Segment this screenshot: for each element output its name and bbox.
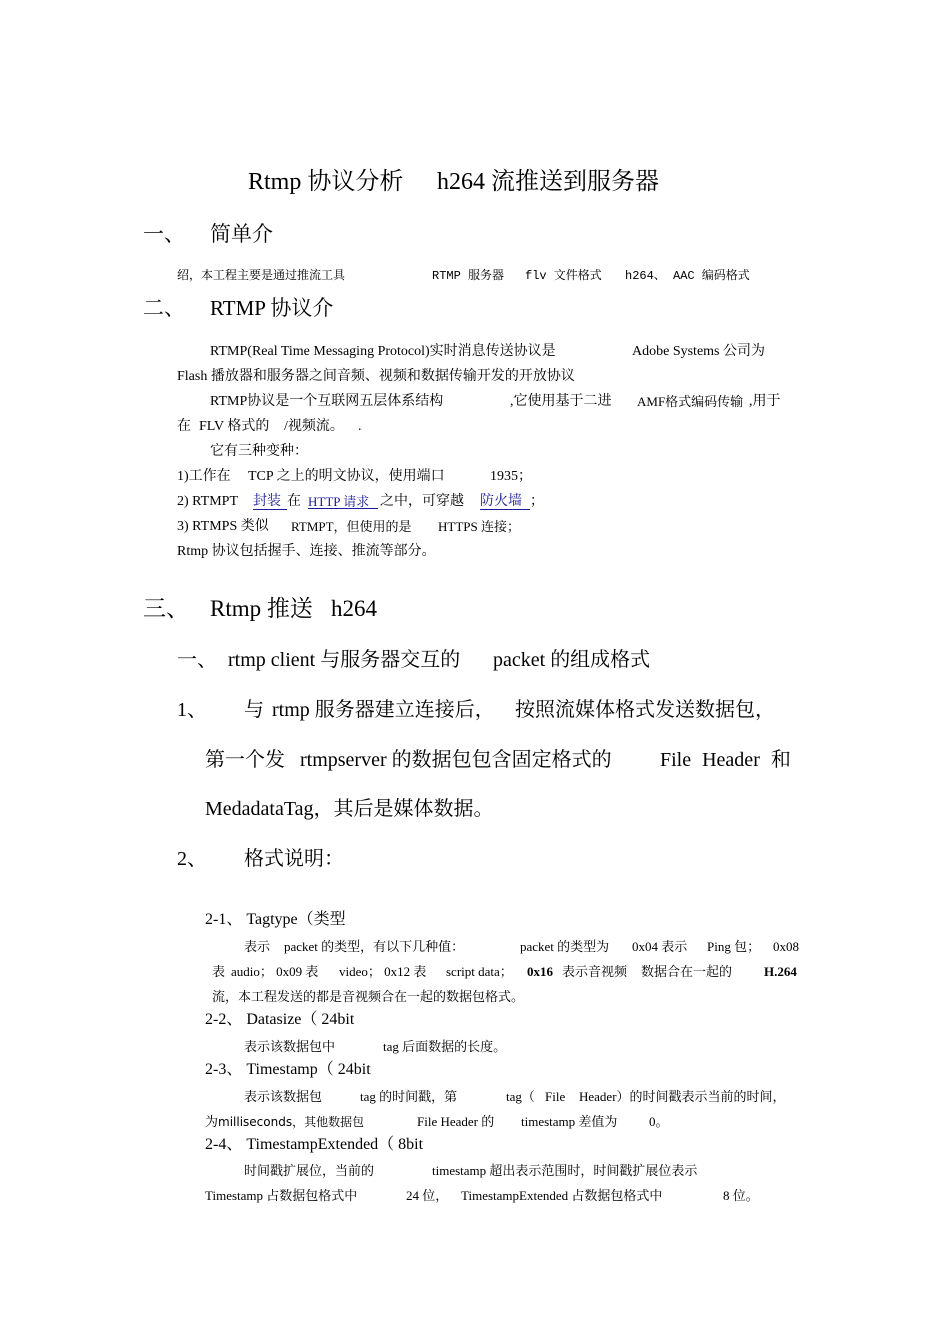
- doc-title-part2: h264 流推送到服务器: [437, 169, 659, 195]
- field3-l2-d: timestamp 差值为: [521, 1114, 618, 1129]
- field1-l2-c: video； 0x12 表: [339, 964, 427, 979]
- item2-number: 2、: [177, 848, 207, 870]
- sub1-text-b: packet 的组成格式: [493, 649, 651, 671]
- variant2-a: 2) RTMPT: [177, 494, 238, 509]
- variant2-b: 在: [287, 494, 301, 509]
- field4-l2-b: 24 位，: [406, 1188, 449, 1203]
- variant3-a: 3) RTMPS 类似: [177, 519, 269, 534]
- section1-intro-d: h264、 AAC 编码格式: [625, 269, 750, 283]
- item1-text-b: rtmp 服务器建立连接后，: [272, 699, 495, 721]
- field1-l2-e: 0x16: [527, 964, 553, 979]
- field3-l1-e: Header）的时间戳表示当前的时间，: [579, 1089, 786, 1104]
- section2-p2-c: AMF格式编码传输: [637, 394, 744, 409]
- section3-number: 三、: [143, 596, 189, 621]
- section2-p3: 它有三种变种：: [210, 444, 308, 459]
- section3-heading-b: h264: [331, 596, 377, 621]
- item1-text-c: 按照流媒体格式发送数据包，: [515, 699, 775, 721]
- item1-text-d: 第一个发: [205, 749, 285, 771]
- variant1-a: 1)工作在: [177, 469, 231, 484]
- field3-l1-d: File: [545, 1089, 566, 1104]
- link-http-request[interactable]: HTTP 请求: [308, 495, 378, 509]
- sub1-number: 一、: [177, 649, 217, 671]
- variant3-c: HTTPS 连接；: [438, 519, 520, 534]
- field1-l2-g: 数据合在一起的: [641, 964, 733, 979]
- field4-l2-c: TimestampExtended 占数据包格式中: [461, 1188, 663, 1203]
- field3-l2-e: 0。: [649, 1114, 669, 1129]
- field3-l1-c: tag（: [506, 1089, 535, 1104]
- section2-p1-a: RTMP(Real Time Messaging Protocol)实时消息传送协议是: [210, 344, 556, 359]
- item2-text-a: 格式说明：: [244, 848, 344, 870]
- field4-l1-b: timestamp 超出表示范围时，时间戳扩展位表示: [432, 1163, 698, 1178]
- field1-l1-b: packet 的类型，有以下几种值：: [284, 939, 465, 954]
- field1-l2-b: audio； 0x09 表: [231, 964, 319, 979]
- section1-number: 一、: [143, 222, 185, 246]
- section2-p2-f: FLV 格式的: [199, 419, 270, 434]
- section2-p2-b: ,它使用基于二进: [510, 394, 612, 409]
- sub1-text-a: rtmp client 与服务器交互的: [228, 649, 461, 671]
- section2-p2-g: /视频流。: [284, 419, 344, 434]
- field1-l1-e: Ping 包；: [707, 939, 761, 954]
- item1-text-f: File Header 和: [660, 749, 791, 771]
- field3-l1-b: tag 的时间戳，第: [360, 1089, 458, 1104]
- field4-heading: 2-4、 TimestampExtended（ 8bit: [205, 1136, 424, 1153]
- section2-number: 二、: [143, 296, 185, 320]
- variant1-b: TCP 之上的明文协议，使用端口: [248, 469, 445, 484]
- section2-p2-h: .: [358, 419, 362, 434]
- item1-text-a: 与: [244, 699, 264, 721]
- field3-l2-b: milliseconds，其他数据包: [218, 1115, 365, 1129]
- variant2-d: ；: [530, 494, 544, 509]
- section2-p1-b: Adobe Systems 公司为: [632, 344, 765, 359]
- section2-p4: Rtmp 协议包括握手、连接、推流等部分。: [177, 544, 436, 559]
- variant1-c: 1935；: [490, 469, 532, 484]
- field1-l2-a: 表: [212, 964, 226, 979]
- item1-text-g: MedadataTag，其后是媒体数据。: [205, 798, 494, 820]
- field3-l2-c: File Header 的: [417, 1114, 495, 1129]
- section2-p1-c: Flash 播放器和服务器之间音频、视频和数据传输开发的开放协议: [177, 369, 575, 384]
- link-firewall[interactable]: 防火墙: [480, 495, 530, 510]
- field4-l2-d: 8 位。: [723, 1188, 759, 1203]
- section1-intro-b: RTMP 服务器: [432, 269, 505, 283]
- field1-heading: 2-1、 Tagtype（类型: [205, 911, 346, 928]
- field4-l2-a: Timestamp 占数据包格式中: [205, 1188, 358, 1203]
- field1-l3: 流，本工程发送的都是音视频合在一起的数据包格式。: [212, 989, 525, 1004]
- section1-intro-c: flv 文件格式: [525, 269, 602, 283]
- field3-l2-a: 为: [205, 1114, 219, 1129]
- section2-p2-e: 在: [177, 419, 191, 434]
- field1-l1-d: 0x04 表示: [632, 939, 688, 954]
- section1-intro-a: 绍，本工程主要是通过推流工具: [177, 269, 346, 283]
- field1-l2-f: 表示音视频: [562, 964, 628, 979]
- field1-l2-d: script data；: [446, 964, 513, 979]
- section2-heading: RTMP 协议介: [210, 296, 334, 320]
- field1-l1-f: 0x08: [773, 939, 799, 954]
- variant3-b: RTMPT，但使用的是: [291, 519, 412, 534]
- field1-l1-c: packet 的类型为: [520, 939, 610, 954]
- variant2-c: 之中，可穿越: [380, 494, 464, 509]
- section3-heading-a: Rtmp 推送: [210, 596, 313, 621]
- section1-heading: 简单介: [210, 222, 273, 246]
- field2-l1-b: tag 后面数据的长度。: [383, 1039, 507, 1054]
- field3-l1-a: 表示该数据包: [244, 1089, 323, 1104]
- section2-p2-d: ,用于: [749, 394, 781, 409]
- link-encapsulation[interactable]: 封装: [253, 495, 287, 510]
- field2-heading: 2-2、 Datasize（ 24bit: [205, 1011, 355, 1028]
- item1-number: 1、: [177, 699, 207, 721]
- item1-text-e: rtmpserver 的数据包包含固定格式的: [300, 749, 612, 771]
- doc-title-part1: Rtmp 协议分析: [248, 169, 404, 195]
- field1-l2-h: H.264: [764, 964, 797, 979]
- field2-l1-a: 表示该数据包中: [244, 1039, 336, 1054]
- section2-p2-a: RTMP协议是一个互联网五层体系结构: [210, 394, 444, 409]
- field3-heading: 2-3、 Timestamp（ 24bit: [205, 1061, 371, 1078]
- field4-l1-a: 时间戳扩展位，当前的: [244, 1163, 375, 1178]
- field1-l1-a: 表示: [244, 939, 271, 954]
